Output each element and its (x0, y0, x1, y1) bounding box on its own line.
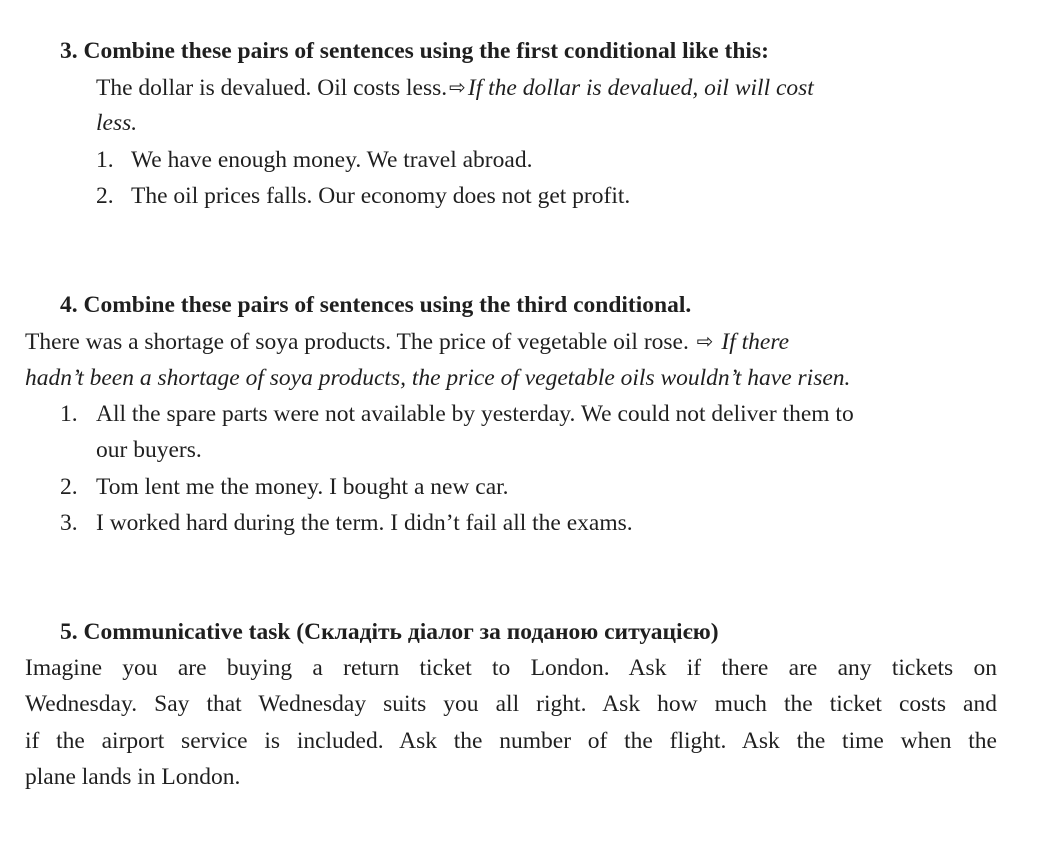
list-item-number: 1. (96, 147, 114, 173)
list-item (96, 181, 630, 211)
list-item (96, 145, 532, 175)
list-item-continued: our buyers. (96, 437, 202, 463)
task4-heading (60, 290, 691, 320)
double-right-arrow-icon: ⇨ (696, 329, 714, 353)
task5-number: 5. (60, 619, 78, 645)
list-item-number: 2. (96, 183, 114, 209)
list-item-text: I worked hard during the term. I didn’t fail all the exams. (96, 510, 633, 536)
task3-example-italic: If the dollar is devalued, oil will cost (467, 75, 814, 101)
task5-heading-text: Communicative task (Складіть діалог за поданою ситуацією) (83, 619, 719, 645)
task3-heading-text: Combine these pairs of sentences using the first conditional like this: (83, 38, 769, 64)
task3-example (96, 72, 814, 103)
list-item (60, 508, 633, 538)
task4-example-italic: If there (721, 329, 790, 355)
task5-paragraph-line: Imagine you are buying a return ticket to London. Ask if there are any tickets on (25, 655, 997, 681)
task4-example-plain: There was a shortage of soya products. The price of vegetable oil rose. (25, 329, 689, 355)
list-item (60, 472, 509, 502)
list-item-text: The oil prices falls. Our economy does not get profit. (131, 183, 631, 209)
task4-example-continued: hadn’t been a shortage of soya products, the price of vegetable oils wouldn’t have risen. (25, 365, 851, 391)
list-item-text: Tom lent me the money. I bought a new car. (96, 474, 509, 500)
list-item-number: 1. (60, 401, 78, 427)
double-right-arrow-icon: ⇨ (449, 75, 466, 99)
task4-example (25, 326, 789, 357)
list-item-text: All the spare parts were not available by yesterday. We could not deliver them to (96, 401, 854, 427)
task5-paragraph-line: if the airport service is included. Ask the number of the flight. Ask the time when the (25, 728, 997, 754)
task3-example-continued: less. (96, 110, 138, 136)
task4-number: 4. (60, 292, 78, 318)
task3-number: 3. (60, 38, 78, 64)
task3-example-plain: The dollar is devalued. Oil costs less. (96, 75, 448, 101)
task5-paragraph-line: plane lands in London. (25, 764, 241, 790)
task5-heading (60, 617, 719, 647)
list-item-number: 3. (60, 510, 78, 536)
list-item-text: We have enough money. We travel abroad. (131, 147, 533, 173)
list-item-number: 2. (60, 474, 78, 500)
task4-heading-text: Combine these pairs of sentences using the third conditional. (83, 292, 692, 318)
list-item (60, 399, 854, 429)
task3-heading (60, 36, 769, 66)
task5-paragraph-line: Wednesday. Say that Wednesday suits you all right. Ask how much the ticket costs and (25, 691, 997, 717)
